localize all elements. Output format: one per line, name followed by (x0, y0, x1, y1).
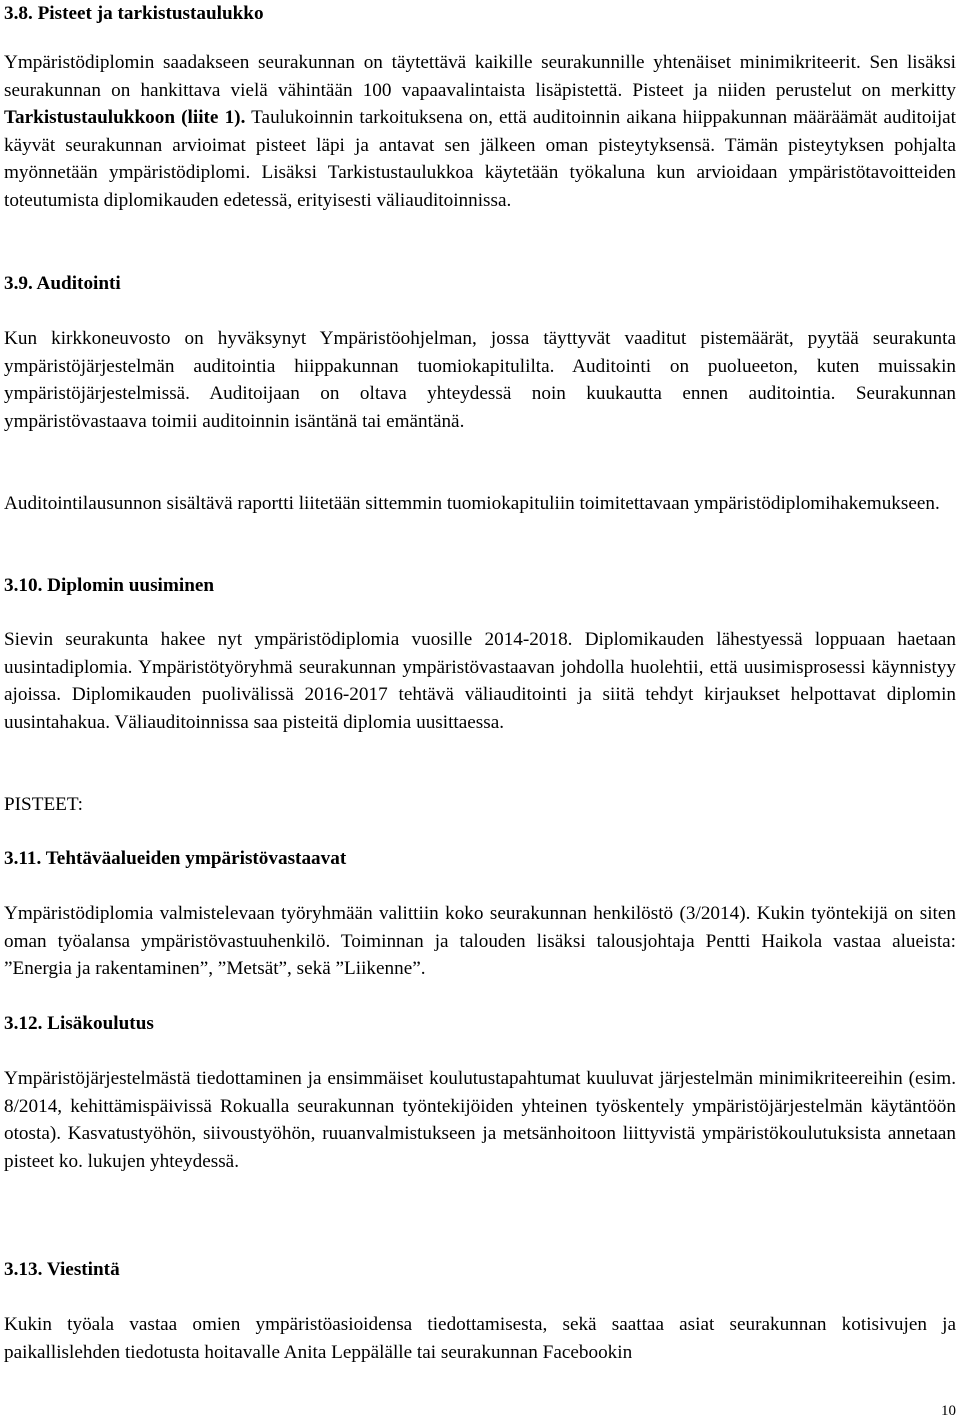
section-heading-3-8: 3.8. Pisteet ja tarkistustaulukko (4, 3, 264, 24)
paragraph-3-12: Ympäristöjärjestelmästä tiedottaminen ja ensimmäiset koulutustapahtumat kuuluvat järjestelmän minimikriteereihin (esim. 8/2014, kehittämispäivissä Rokualla seurakunnan työntekijöiden yhteinen työskentely ympäristöjärjestelmän käytäntöön otosta). Kasvatustyöhön, siivoustyöhön, ruuanvalmistukseen ja metsänhoitoon liittyvistä ympäristökoulutuksista annetaan pisteet ko. lukujen yhteydessä. (4, 1068, 956, 1172)
paragraph-3-10: Sievin seurakunta hakee nyt ympäristödiplomia vuosille 2014-2018. Diplomikauden lähestyessä loppuaan haetaan uusintadiplomia. Ympäristötyöryhmä seurakunnan ympäristövastaavan johdolla huolehtii, että uusimisprosessi käynnistyy ajoissa. Diplomikauden puolivälissä 2016-2017 tehtävä väliauditointi ja siitä tehdyt kirjaukset helpottavat diplomin uusintahakua. Väliauditoinnissa saa pisteitä diplomia uusittaessa. (4, 629, 956, 733)
paragraph-3-9-2: Auditointilausunnon sisältävä raportti liitetään sittemmin tuomiokapituliin toimitettavaan ympäristödiplomihakemukseen. (4, 493, 940, 514)
page-number: 10 (941, 1403, 956, 1419)
paragraph-3-13: Kukin työala vastaa omien ympäristöasioidensa tiedottamisesta, sekä saattaa asiat seurakunnan kotisivujen ja paikallislehden tiedotusta hoitavalle Anita Leppälälle tai seurakunnan Facebookin (4, 1314, 956, 1363)
paragraph-3-8-part-a: Ympäristödiplomin saadakseen seurakunnan on täytettävä kaikille seurakunnille yhtenäiset minimikriteerit. Sen lisäksi seurakunnan on hankittava vielä vähintään 100 vapaavalintaista lisäpistettä. Pisteet ja niiden perustelut on merkitty (4, 52, 956, 101)
section-heading-3-9: 3.9. Auditointi (4, 273, 121, 294)
section-heading-3-10: 3.10. Diplomin uusiminen (4, 575, 215, 596)
paragraph-3-9-1: Kun kirkkoneuvosto on hyväksynyt Ympäristöohjelman, jossa täyttyvät vaaditut pistemäärät, pyytää seurakunta ympäristöjärjestelmän auditointia hiippakunnan tuomiokapitulilta. Auditointi on puolueeton, kuten muissakin ympäristöjärjestelmissä. Auditoijaan on oltava yhteydessä noin kuukautta ennen auditointia. Seurakunnan ympäristövastaava toimii auditoinnin isäntänä tai emäntänä. (4, 328, 956, 432)
paragraph-3-8-part-b: Taulukoinnin tarkoituksena on, että auditoinnin aikana hiippakunnan määräämät auditoijat käyvät seurakunnan arvioimat pisteet läpi ja antavat sen jälkeen oman pisteytyksensä. Tämän pisteytyksen pohjalta myönnetään ympäristödiplomi. Lisäksi Tarkistustaulukkoa käytetään työkaluna kun arvioidaan ympäristötavoitteiden toteutumista diplomikauden edetessä, erityisesti väliauditoinnissa. (4, 107, 956, 211)
paragraph-3-8 (4, 49, 956, 215)
pisteet-label: PISTEET: (4, 794, 83, 815)
section-heading-3-13: 3.13. Viestintä (4, 1259, 120, 1280)
section-heading-3-12: 3.12. Lisäkoulutus (4, 1013, 154, 1034)
section-heading-3-11: 3.11. Tehtäväalueiden ympäristövastaavat (4, 848, 347, 869)
paragraph-3-11: Ympäristödiplomia valmistelevaan työryhmään valittiin koko seurakunnan henkilöstö (3/2014). Kukin työntekijä on siten oman työalansa ympäristövastuuhenkilö. Toiminnan ja talouden lisäksi talousjohtaja Pentti Haikola vastaa alueista: ”Energia ja rakentaminen”, ”Metsät”, sekä ”Liikenne”. (4, 903, 956, 980)
paragraph-3-8-bold: Tarkistustaulukkoon (liite 1). (4, 107, 246, 129)
